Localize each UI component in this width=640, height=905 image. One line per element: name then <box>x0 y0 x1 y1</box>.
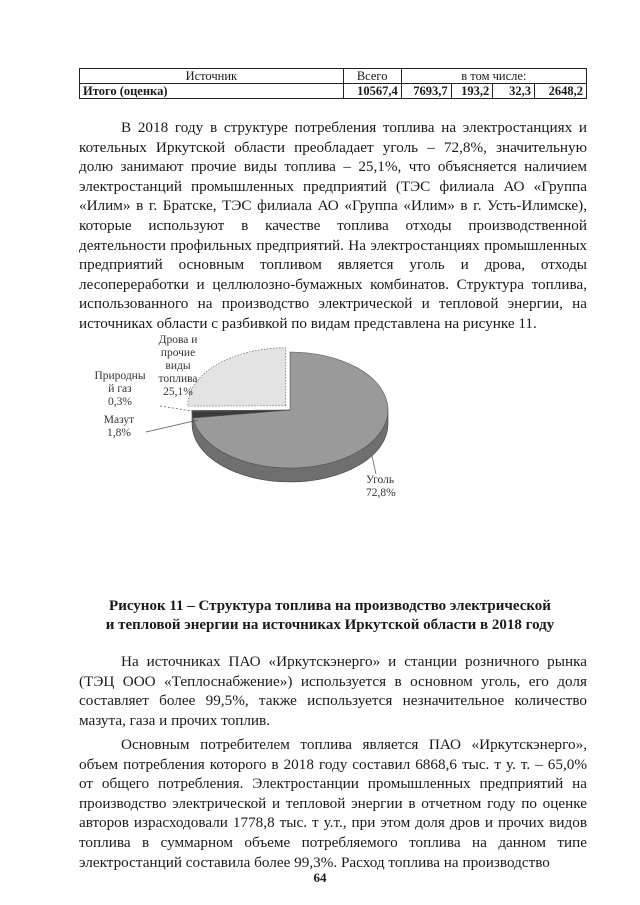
total-coal-value: 7693,7 <box>401 84 451 99</box>
figure-caption <box>60 597 600 635</box>
fuel-pie-chart <box>90 330 430 515</box>
total-gas-value: 32,3 <box>493 84 535 99</box>
label-coal-name: Уголь <box>366 474 395 486</box>
header-total: Всего <box>343 69 401 84</box>
paragraph-1 <box>79 118 587 334</box>
header-source: Источник <box>80 69 344 84</box>
label-oil <box>96 414 142 440</box>
paragraph-2-text: На источниках ПАО «Иркутскэнерго» и станции розничного рынка (ТЭЦ ООО «Теплоснабжение») используется в основном уголь, его доля составляет более 99,5%, также используется незначительное количество мазута, газа и прочих топлив. <box>79 653 587 729</box>
table-total-row <box>80 84 587 99</box>
label-oil-name: Мазут <box>103 414 135 426</box>
label-gas-line1: Природны <box>94 370 146 382</box>
caption-line-1: Рисунок 11 – Структура топлива на производство электрической <box>109 598 551 614</box>
total-value: 10567,4 <box>343 84 401 99</box>
oil-leader-line <box>146 420 198 432</box>
label-wood-line2: прочие <box>160 347 196 359</box>
label-coal-value: 72,8% <box>366 487 396 499</box>
paragraph-3-text: Основным потребителем топлива является ПАО «Иркутскэнерго», объем потребления которого в 2018 году составил 6868,6 тыс. т у. т. – 65,0% от общего потребления. Электростанции промышленных предприятий на производство электрической и тепловой энергии в отчетном году по оценке авторов израсходовали 1778,8 тыс. т у.т., при этом доля дров и прочих видов топлива в суммарном объеме потребляемого топлива на данном типе электростанций составила более 99,3%. Расход топлива на производство <box>79 736 587 871</box>
label-wood <box>150 334 206 399</box>
label-wood-line3: виды <box>165 360 191 372</box>
summary-table <box>79 68 587 99</box>
paragraph-3 <box>79 735 587 872</box>
coal-leader-line <box>372 456 376 474</box>
total-label: Итого (оценка) <box>80 84 344 99</box>
label-oil-value: 1,8% <box>107 427 131 439</box>
header-including: в том числе: <box>401 69 586 84</box>
paragraph-2 <box>79 652 587 730</box>
page-number: 64 <box>313 870 327 885</box>
table-header-row <box>80 69 587 84</box>
label-wood-value: 25,1% <box>163 386 193 398</box>
gas-leader-line <box>160 406 198 412</box>
label-wood-line1: Дрова и <box>158 334 198 346</box>
label-gas-value: 0,3% <box>108 396 132 408</box>
total-oil-value: 193,2 <box>451 84 493 99</box>
label-wood-line4: топлива <box>158 373 198 385</box>
total-other-value: 2648,2 <box>535 84 587 99</box>
label-coal <box>366 474 414 500</box>
label-gas-line2: й газ <box>108 383 132 395</box>
label-gas <box>92 370 148 409</box>
caption-line-2: и тепловой энергии на источниках Иркутской области в 2018 году <box>105 617 555 633</box>
paragraph-1-text: В 2018 году в структуре потребления топлива на электростанциях и котельных Иркутской области преобладает уголь – 72,8%, значительную долю занимают прочие виды топлива – 25,1%, что объясняется наличием электростанций промышленных предприятий (ТЭС филиала АО «Группа «Илим» в г. Братске, ТЭС филиала АО «Группа «Илим» в г. Усть-Илимске), которые используют в качестве топлива отходы производственной деятельности профильных предприятий. На электростанциях промышленных предприятий основным топливом является уголь и дрова, отходы лесопереработки и целлюлозно-бумажных комбинатов. Структура топлива, использованного на производство электрической и тепловой энергии, на источниках области с разбивкой по видам представлена на рисунке 11. <box>79 119 587 332</box>
